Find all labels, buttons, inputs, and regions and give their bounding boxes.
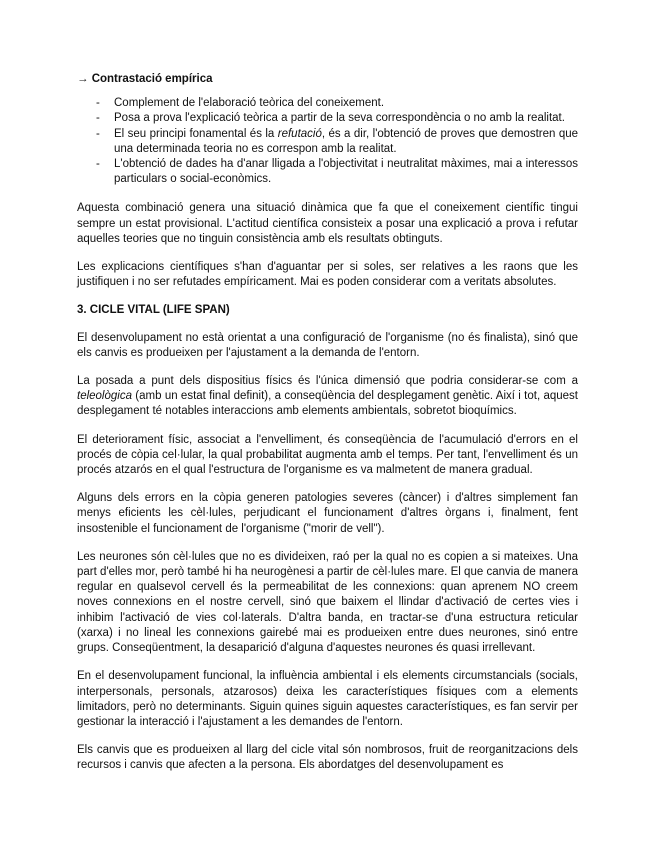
paragraph: En el desenvolupament funcional, la influència ambiental i els elements circumstancials (socials, interpersonals, personals, atzarosos) deixa les característiques físiques com a elements limitadors, però no determinants. Siguin quines siguin aquestes característiques, es fan servir per gestionar la interacció i l'ajustament a les demandes de l'entorn. — [77, 670, 578, 728]
paragraph-end: (amb un estat final definit), a conseqüència del desplegament genètic. Així i tot, aquest desplegament té notables interaccions amb elements ambientals, sobretot bioquímics. — [77, 390, 578, 418]
paragraph-start: La posada a punt dels dispositius físics és l'única dimensió que podria considerar-se com a — [77, 375, 578, 388]
document-page — [77, 72, 578, 787]
teleologica-term: teleològica — [77, 390, 132, 403]
list-item — [77, 111, 578, 126]
empirical-heading: → Contrastació empírica — [77, 73, 213, 85]
bullet-text-end: , és a dir, l'obtenció de proves que demostren que una determinada teoria no es correspon amb la realitat. — [114, 127, 579, 155]
bullet-dash: - — [96, 112, 100, 125]
paragraph: Alguns dels errors en la còpia generen patologies severes (càncer) i d'altres simplement fan menys eficients les cèl·lules, perjudicant el funcionament d'altres òrgans i, finalment, fent insostenible el funcionament de l'organisme ("morir de vell"). — [77, 492, 578, 535]
bullet-text: Complement de l'elaboració teòrica del coneixement. — [114, 97, 385, 110]
section-title: 3. CICLE VITAL (LIFE SPAN) — [77, 304, 230, 317]
bullet-text: L'obtenció de dades ha d'anar lligada a l'objectivitat i neutralitat màximes, mai a interessos particulars o social-econòmics. — [114, 158, 578, 186]
bullet-text: Posa a prova l'explicació teòrica a partir de la seva correspondència o no amb la realitat. — [114, 112, 565, 125]
paragraph: El deteriorament físic, associat a l'envelliment, és conseqüència de l'acumulació d'errors en el procés de còpia cel·lular, la qual probabilitat augmenta amb el temps. Per tant, l'envelliment és un procés atzarós en el qual l'estructura de l'organisme es va malmetent de manera gradual. — [77, 433, 578, 477]
list-item — [77, 96, 578, 111]
refutacio-term: refutació — [277, 127, 322, 140]
bullet-dash: - — [96, 127, 100, 140]
paragraph: Aquesta combinació genera una situació dinàmica que fa que el coneixement científic tingui sempre un estat provisional. L'actitud científica consisteix a posar una explicació a prova i refutar aquelles teories que no tinguin consistència amb els resultats obtinguts. — [77, 202, 578, 245]
list-item — [77, 157, 578, 187]
bullet-text — [114, 128, 578, 155]
paragraph: Els canvis que es produeixen al llarg del cicle vital són nombrosos, fruit de reorganitzacions dels recursos i canvis que afecten a la persona. Els abordatges del desenvolupament es — [77, 744, 578, 772]
bullet-dash: - — [96, 97, 100, 110]
paragraph: Les neurones són cèl·lules que no es divideixen, raó per la qual no es copien a si mateixes. Una part d'elles mor, però també hi ha neurogènesi a partir de cèl·lules mare. El que canvia de manera regular en qualsevol cervell és la permeabilitat de les connexions: quan aprenem NO creem noves connexions en el nostre cervell, sinó que baixem el llindar d'activació de certes vies i inhibim l'activació de vies col·laterals. D'altra banda, en tractar-se d'una estructura reticular (xarxa) i no lineal les connexions gairebé mai es produeixen entre dues neurones, sinó entre grups. Conseqüentment, la desaparició d'alguna d'aquestes neurones és quasi irrellevant. — [77, 550, 578, 655]
paragraph: El desenvolupament no està orientat a una configuració de l'organisme (no és finalista), sinó que els canvis es produeixen per l'ajustament a la demanda de l'entorn. — [77, 331, 578, 359]
paragraph: Les explicacions científiques s'han d'aguantar per si soles, ser relatives a les raons que les justifiquen i no ser refutades empíricament. Mai es poden considerar com a veritats absolutes. — [77, 261, 578, 289]
empirical-bullet-list — [77, 96, 578, 187]
bullet-dash: - — [96, 158, 100, 171]
paragraph — [77, 374, 578, 420]
list-item — [77, 127, 578, 157]
bullet-text-start: El seu principi fonamental és la — [114, 127, 278, 140]
